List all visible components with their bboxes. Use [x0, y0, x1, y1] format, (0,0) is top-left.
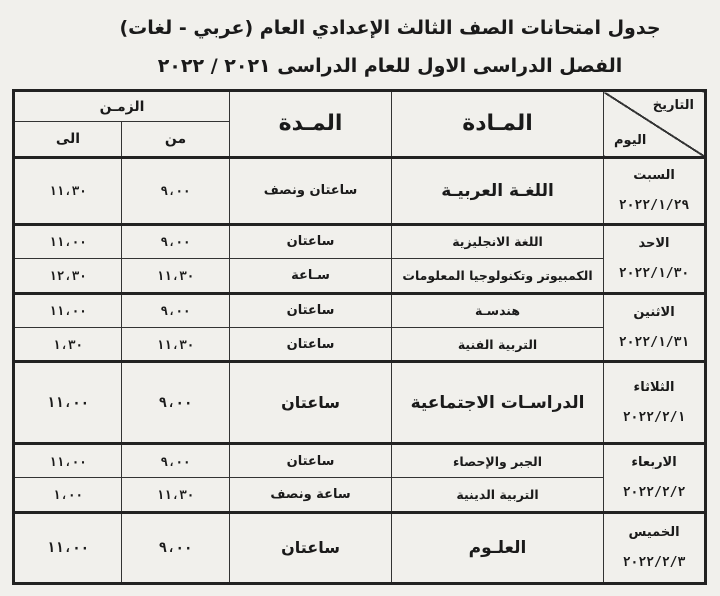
exam-date: ٢٠٢٢/١/٣١ [618, 334, 690, 350]
from-header: من [122, 122, 230, 158]
from-time-cell: ٩،٠٠ [122, 157, 230, 224]
from-time-cell: ٩،٠٠ [122, 443, 230, 477]
day-date-cell [604, 362, 706, 443]
to-header: الى [14, 122, 122, 158]
date-day-header [604, 91, 706, 158]
day-date-cell [604, 293, 706, 362]
exam-date: ٢٠٢٢/٢/٢ [622, 484, 686, 500]
day-date-cell [604, 443, 706, 512]
from-time-cell: ١١،٣٠ [122, 328, 230, 362]
date-header-label: التاريخ [652, 98, 695, 113]
duration-cell: ساعتان [230, 443, 392, 477]
time-header: الزمـن [14, 91, 230, 122]
duration-cell: ساعتان [230, 362, 392, 443]
duration-cell: ساعتان [230, 224, 392, 258]
day-name: الثلاثاء [633, 379, 675, 395]
semester-title: الفصل الدراسى الاول للعام الدراسى ٢٠٢١ / ٢٠٢٢ [157, 55, 623, 77]
day-header-label: اليوم [614, 132, 647, 148]
from-time-cell: ١١،٣٠ [122, 259, 230, 293]
to-time-cell: ١١،٠٠ [14, 443, 122, 477]
to-time-cell: ١١،٠٠ [14, 362, 122, 443]
subject-header: المـادة [392, 91, 604, 158]
to-time-cell: ١،٠٠ [14, 478, 122, 512]
from-time-cell: ١١،٣٠ [122, 478, 230, 512]
day-date-cell [604, 512, 706, 583]
day-name: السبت [633, 167, 675, 183]
day-name: الاحد [638, 235, 670, 251]
to-time-cell: ١١،٠٠ [14, 512, 122, 583]
subject-cell: هندسـة [392, 293, 604, 327]
duration-cell: ساعة ونصف [230, 478, 392, 512]
to-time-cell: ١١،٣٠ [14, 157, 122, 224]
to-time-cell: ١٢،٣٠ [14, 259, 122, 293]
exam-date: ٢٠٢٢/١/٢٩ [618, 197, 690, 213]
from-time-cell: ٩،٠٠ [122, 293, 230, 327]
day-name: الخميس [628, 524, 680, 540]
exam-date: ٢٠٢٢/٢/٣ [622, 554, 686, 570]
schedule-title: جدول امتحانات الصف الثالث الإعدادي العام (عربي - لغات) [119, 17, 661, 39]
day-date-cell [604, 224, 706, 293]
day-date-cell [604, 157, 706, 224]
subject-cell: التربية الدينية [392, 478, 604, 512]
duration-header: المـدة [230, 91, 392, 158]
exam-date: ٢٠٢٢/٢/١ [622, 409, 686, 425]
to-time-cell: ١١،٠٠ [14, 293, 122, 327]
subject-cell: الجبر والإحصاء [392, 443, 604, 477]
duration-cell: ساعتان [230, 293, 392, 327]
duration-cell: ساعتان [230, 328, 392, 362]
exam-schedule-table [12, 89, 707, 585]
from-time-cell: ٩،٠٠ [122, 224, 230, 258]
to-time-cell: ١١،٠٠ [14, 224, 122, 258]
subject-cell: اللغـة العربيـة [392, 157, 604, 224]
subject-cell: التربية الفنية [392, 328, 604, 362]
from-time-cell: ٩،٠٠ [122, 512, 230, 583]
to-time-cell: ١،٣٠ [14, 328, 122, 362]
subject-cell: اللغة الانجليزية [392, 224, 604, 258]
subject-cell: الكمبيوتر وتكنولوجيا المعلومات [392, 259, 604, 293]
duration-cell: ساعتان [230, 512, 392, 583]
day-name: الاثنين [633, 304, 675, 320]
from-time-cell: ٩،٠٠ [122, 362, 230, 443]
day-name: الاربعاء [631, 454, 677, 470]
subject-cell: الدراسـات الاجتماعية [392, 362, 604, 443]
duration-cell: ساعتان ونصف [230, 157, 392, 224]
subject-cell: العلـوم [392, 512, 604, 583]
duration-cell: سـاعة [230, 259, 392, 293]
exam-date: ٢٠٢٢/١/٣٠ [618, 265, 690, 281]
